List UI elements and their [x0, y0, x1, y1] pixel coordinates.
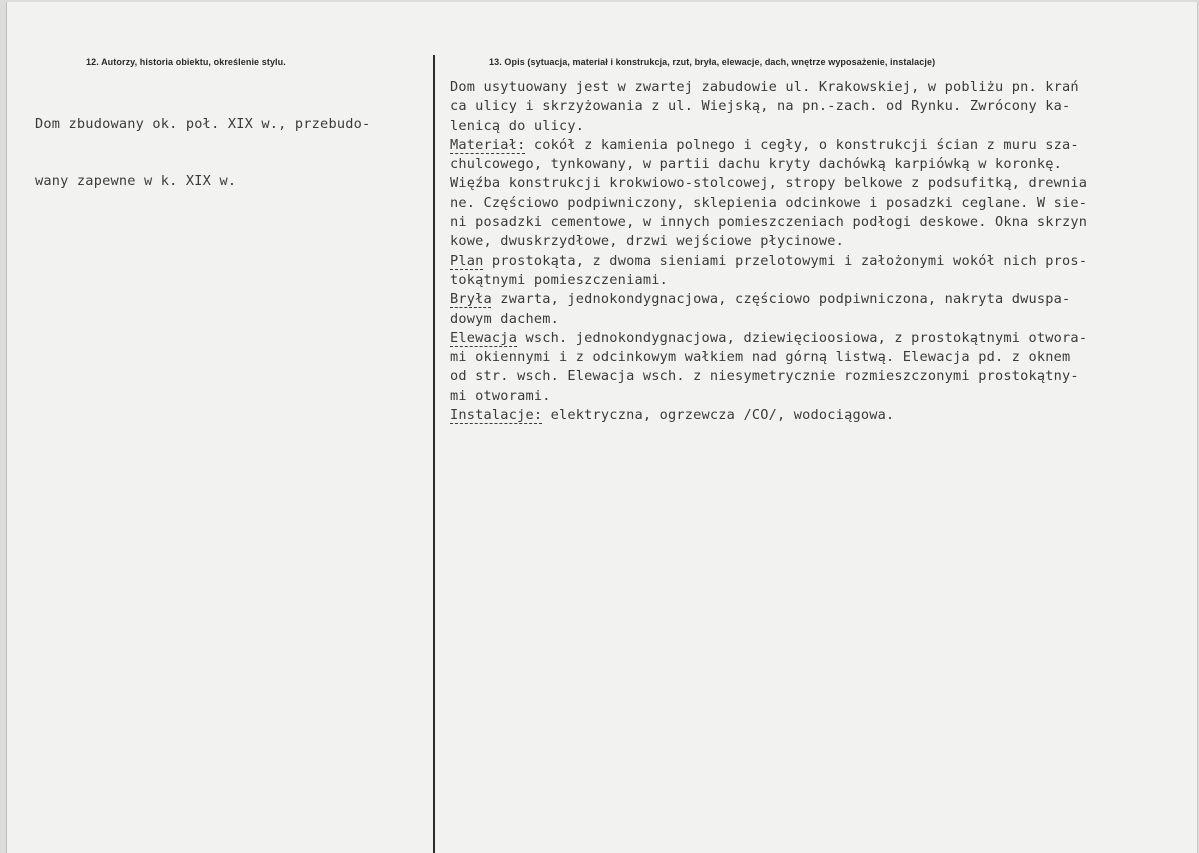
description-line [450, 367, 1087, 386]
section-12-header: 12. Autorzy, historia obiektu, określenie stylu. [86, 57, 286, 67]
description-line [450, 117, 1087, 136]
description-text-run: ni posadzki cementowe, w innych pomieszczeniach podłogi deskowe. Okna skrzyn [450, 214, 1088, 231]
description-text-run: zwarta, jednokondygnacjowa, częściowo podpiwniczona, nakryta dwuspa- [491, 291, 1071, 308]
section-heading: Bryła [450, 291, 492, 308]
description-line [450, 78, 1087, 97]
description-text-run: mi okiennymi i z odcinkowym wałkiem nad górną listwą. Elewacja pd. z oknem [450, 349, 1071, 366]
description-text-run: mi otworami. [450, 387, 551, 404]
description-text-run: chulcowego, tynkowany, w partii dachu kryty dachówką karpiówką w koronkę. [450, 156, 1063, 173]
description-line [450, 136, 1087, 155]
description-line [450, 174, 1087, 193]
history-line: wany zapewne w k. XIX w. [35, 173, 237, 190]
description-text-run: ne. Częściowo podpiwniczony, sklepienia odcinkowe i posadzki ceglane. W sie- [450, 194, 1088, 211]
description-text-run: kowe, dwuskrzydłowe, drzwi wejściowe płycinowe. [450, 233, 845, 250]
description-line [450, 155, 1087, 174]
description-text-run: ca ulicy i skrzyżowania z ul. Wiejską, na pn.-zach. od Rynku. Zwrócony ka- [450, 98, 1071, 115]
description-line [450, 329, 1087, 348]
section-heading: Elewacja [450, 329, 518, 346]
description-text-run: tokątnymi pomieszczeniami. [450, 271, 668, 288]
history-text [35, 76, 370, 230]
description-line [450, 310, 1087, 329]
description-line [450, 213, 1087, 232]
section-heading: Materiał: [450, 136, 526, 153]
column-divider [433, 55, 435, 853]
history-line: Dom zbudowany ok. poł. XIX w., przebudo- [35, 115, 371, 132]
description-line [450, 348, 1087, 367]
section-heading: Plan [450, 252, 484, 269]
record-card [6, 2, 1198, 853]
description-text [450, 78, 1087, 425]
description-text-run: Dom usytuowany jest w zwartej zabudowie ul. Krakowskiej, w pobliżu pn. krań [450, 79, 1079, 95]
description-text-run: od str. wsch. Elewacja wsch. z niesymetrycznie rozmieszczonymi prostokątny- [450, 368, 1079, 385]
description-text-run: dowym dachem. [450, 310, 559, 327]
description-line [450, 97, 1087, 116]
description-line [450, 252, 1087, 271]
description-line [450, 232, 1087, 251]
description-text-run: elektryczna, ogrzewcza /CO/, wodociągowa. [542, 407, 895, 424]
description-text-run: wsch. jednokondygnacjowa, dziewięcioosiowa, z prostokątnymi otwora- [517, 329, 1088, 346]
description-line [450, 387, 1087, 406]
description-line [450, 271, 1087, 290]
description-text-run: prostokąta, z dwoma sieniami przelotowymi i założonymi wokół nich pros- [483, 252, 1088, 269]
description-text-run: cokół z kamienia polnego i cegły, o konstrukcji ścian z muru sza- [525, 136, 1079, 153]
description-line [450, 406, 1087, 425]
section-13-header: 13. Opis (sytuacja, materiał i konstrukcja, rzut, bryła, elewacje, dach, wnętrze wyposażenie, instalacje) [489, 57, 936, 67]
description-line [450, 290, 1087, 309]
section-heading: Instalacje: [450, 407, 543, 424]
description-line [450, 194, 1087, 213]
description-text-run: lenicą do ulicy. [450, 117, 585, 134]
description-text-run: Więźba konstrukcji krokwiowo-stolcowej, stropy belkowe z podsufitką, drewnia [450, 175, 1088, 192]
